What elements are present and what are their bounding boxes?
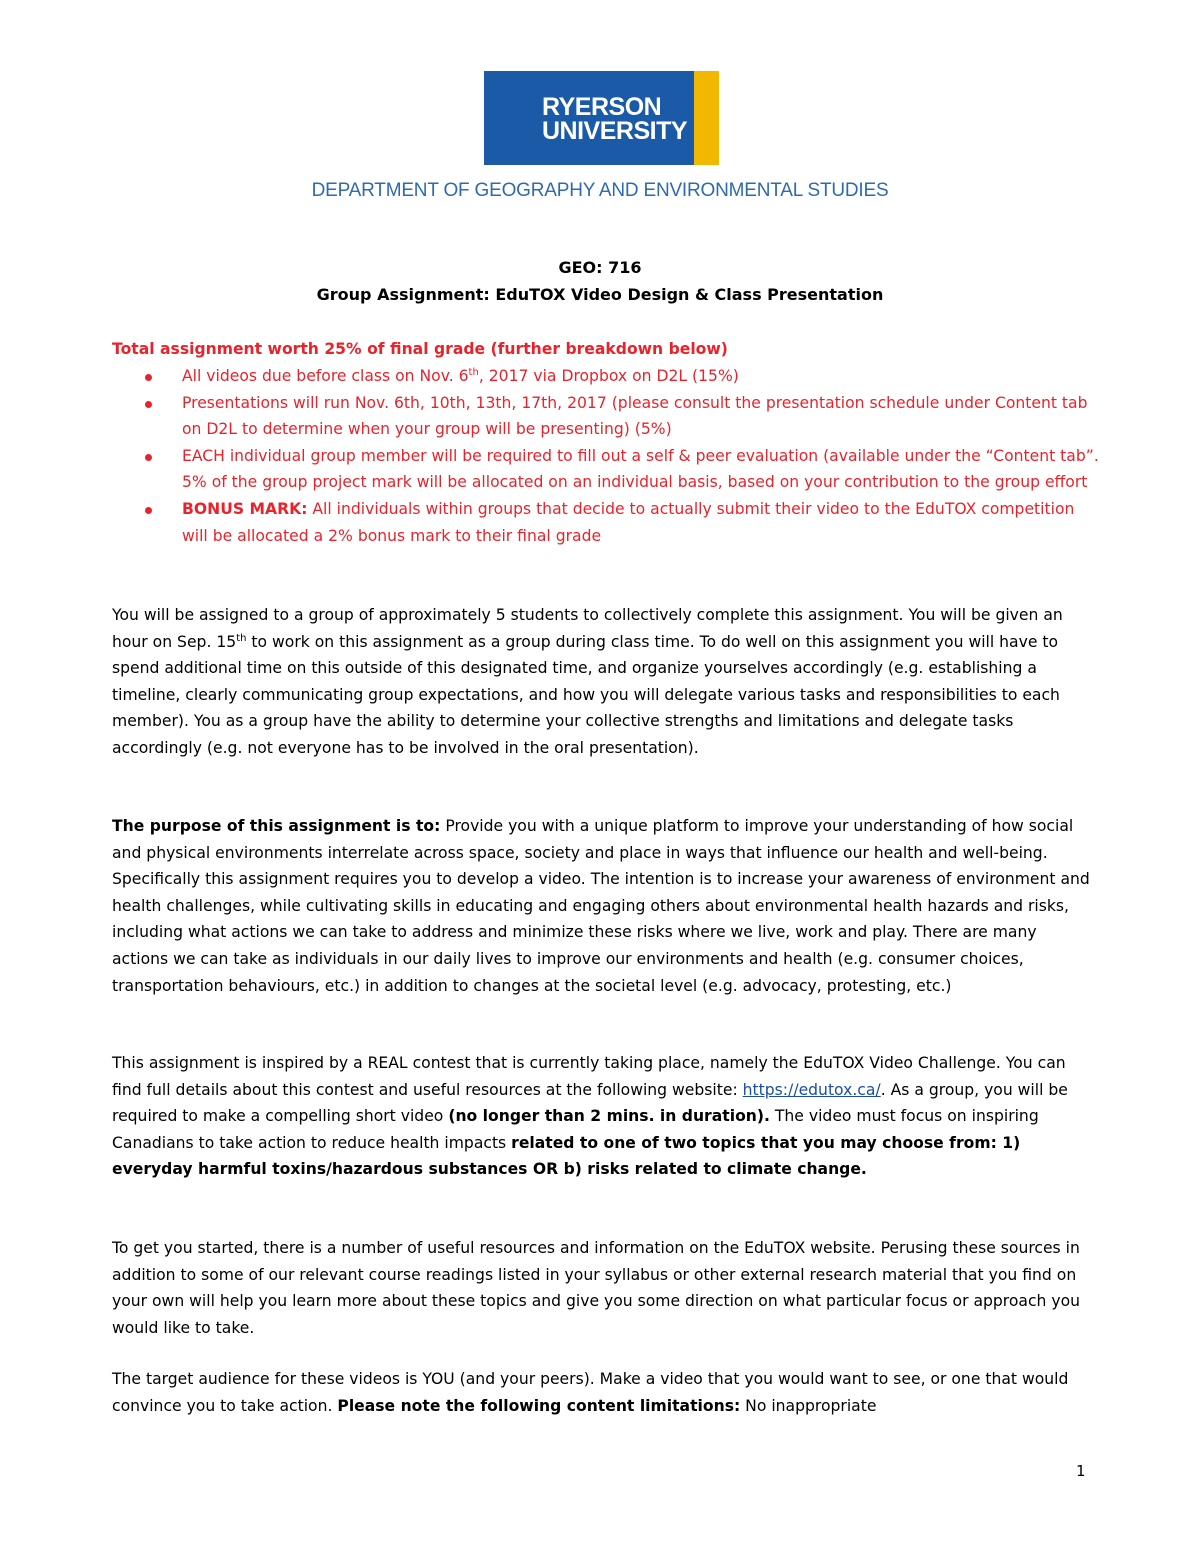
paragraph-text: The target audience for these videos is YOU (and your peers). Make a video that you would want to see, or one that would convince you to take action. (112, 1370, 1069, 1415)
list-item (112, 390, 1102, 443)
logo-line-1: RYERSON (542, 93, 662, 121)
bullet-icon (145, 507, 152, 514)
paragraph-text: No inappropriate (740, 1396, 877, 1415)
limitations-label: Please note the following content limitations: (337, 1396, 741, 1415)
paragraph-text: . As a group, you will be required to make a compelling short video (112, 1080, 1068, 1126)
bullet-text: Presentations will run Nov. 6th, 10th, 13th, 17th, 2017 (please consult the presentation schedule under Content tab on D2L to determine when your group will be presenting) (5%) (182, 393, 1088, 439)
paragraph-text: This assignment is inspired by a REAL contest that is currently taking place, namely the EduTOX Video Challenge. You can find full details about this contest and useful resources at the following website: (112, 1054, 1066, 1099)
paragraph-getting-started: To get you started, there is a number of useful resources and information on the EduTOX website. Perusing these sources in addition to some of our relevant course readings listed in your syllabus or other external research material that you find on your own will help you learn more about these topics and give you some direction on what particular focus or approach you would like to take. (112, 1239, 1081, 1337)
requirements-list (112, 363, 1102, 549)
bullet-text: , 2017 via Dropbox on D2L (15%) (478, 367, 739, 385)
list-item (112, 496, 1102, 549)
duration-note: (no longer than 2 mins. in duration). (448, 1107, 770, 1126)
paragraph-text: The video must focus on inspiring Canadians to take action to reduce health impacts (112, 1107, 1039, 1152)
bullet-icon (145, 374, 152, 381)
paragraph-group-info (112, 602, 1097, 762)
bullet-text: All individuals within groups that decide to actually submit their video to the EduTOX competition will be allocated a 2% bonus mark to their final grade (182, 499, 1075, 545)
paragraph-text: You will be assigned to a group of approximately 5 students to collectively complete this assignment. You will be given an hour on Sep. 15 (112, 606, 1063, 651)
edutox-link[interactable]: https://edutox.ca/ (742, 1080, 881, 1099)
superscript: th (468, 366, 479, 378)
ryerson-logo (484, 71, 719, 165)
bullet-text: EACH individual group member will be required to fill out a self & peer evaluation (available under the “Content tab”. 5% of the group project mark will be allocated on an individual basis, based on your contribution to the group effort (182, 446, 1099, 492)
assignment-title: Group Assignment: EduTOX Video Design & Class Presentation (316, 285, 884, 304)
logo-line-2: UNIVERSITY (542, 117, 688, 145)
page-number: 1 (1076, 1462, 1086, 1480)
purpose-label: The purpose of this assignment is to: (112, 817, 441, 835)
superscript: th (236, 632, 247, 644)
paragraph-text: Provide you with a unique platform to improve your understanding of how social and physical environments interrelate across space, society and place in ways that influence our health and well-being. Specifically this assignment requires you to develop a video. The intention is to increase your awareness of environment and health challenges, while cultivating skills in educating and engaging others about environmental health hazards and risks, including what actions we can take to address and minimize these risks where we live, work and play. There are many actions we can take as individuals in our daily lives to improve our environments and health (e.g. consumer choices, transportation behaviours, etc.) in addition to changes at the societal level (e.g. advocacy, protesting, etc.) (112, 817, 1090, 995)
department-heading: DEPARTMENT OF GEOGRAPHY AND ENVIRONMENTAL STUDIES (311, 180, 889, 201)
paragraph-target-audience (112, 1366, 1097, 1419)
total-worth-heading: Total assignment worth 25% of final grade (further breakdown below) (112, 340, 728, 358)
paragraph-contest (112, 1050, 1097, 1183)
course-code: GEO: 716 (558, 258, 642, 277)
bullet-text: All videos due before class on Nov. 6 (182, 367, 469, 385)
list-item (112, 363, 1102, 390)
bonus-label: BONUS MARK: (182, 499, 308, 518)
paragraph-purpose (112, 813, 1097, 999)
list-item (112, 443, 1102, 496)
bullet-icon (145, 454, 152, 461)
logo-gold-bar (694, 71, 719, 165)
topics-note: related to one of two topics that you may choose from: 1) everyday harmful toxins/hazardous substances OR b) risks related to climate change. (112, 1133, 1021, 1179)
bullet-icon (145, 401, 152, 408)
paragraph-text: to work on this assignment as a group during class time. To do well on this assignment you will have to spend additional time on this outside of this designated time, and organize yourselves accordingly (e.g. establishing a timeline, clearly communicating group expectations, and how you will delegate various tasks and responsibilities to each member). You as a group have the ability to determine your collective strengths and limitations and delegate tasks accordingly (e.g. not everyone has to be involved in the oral presentation). (112, 632, 1060, 757)
